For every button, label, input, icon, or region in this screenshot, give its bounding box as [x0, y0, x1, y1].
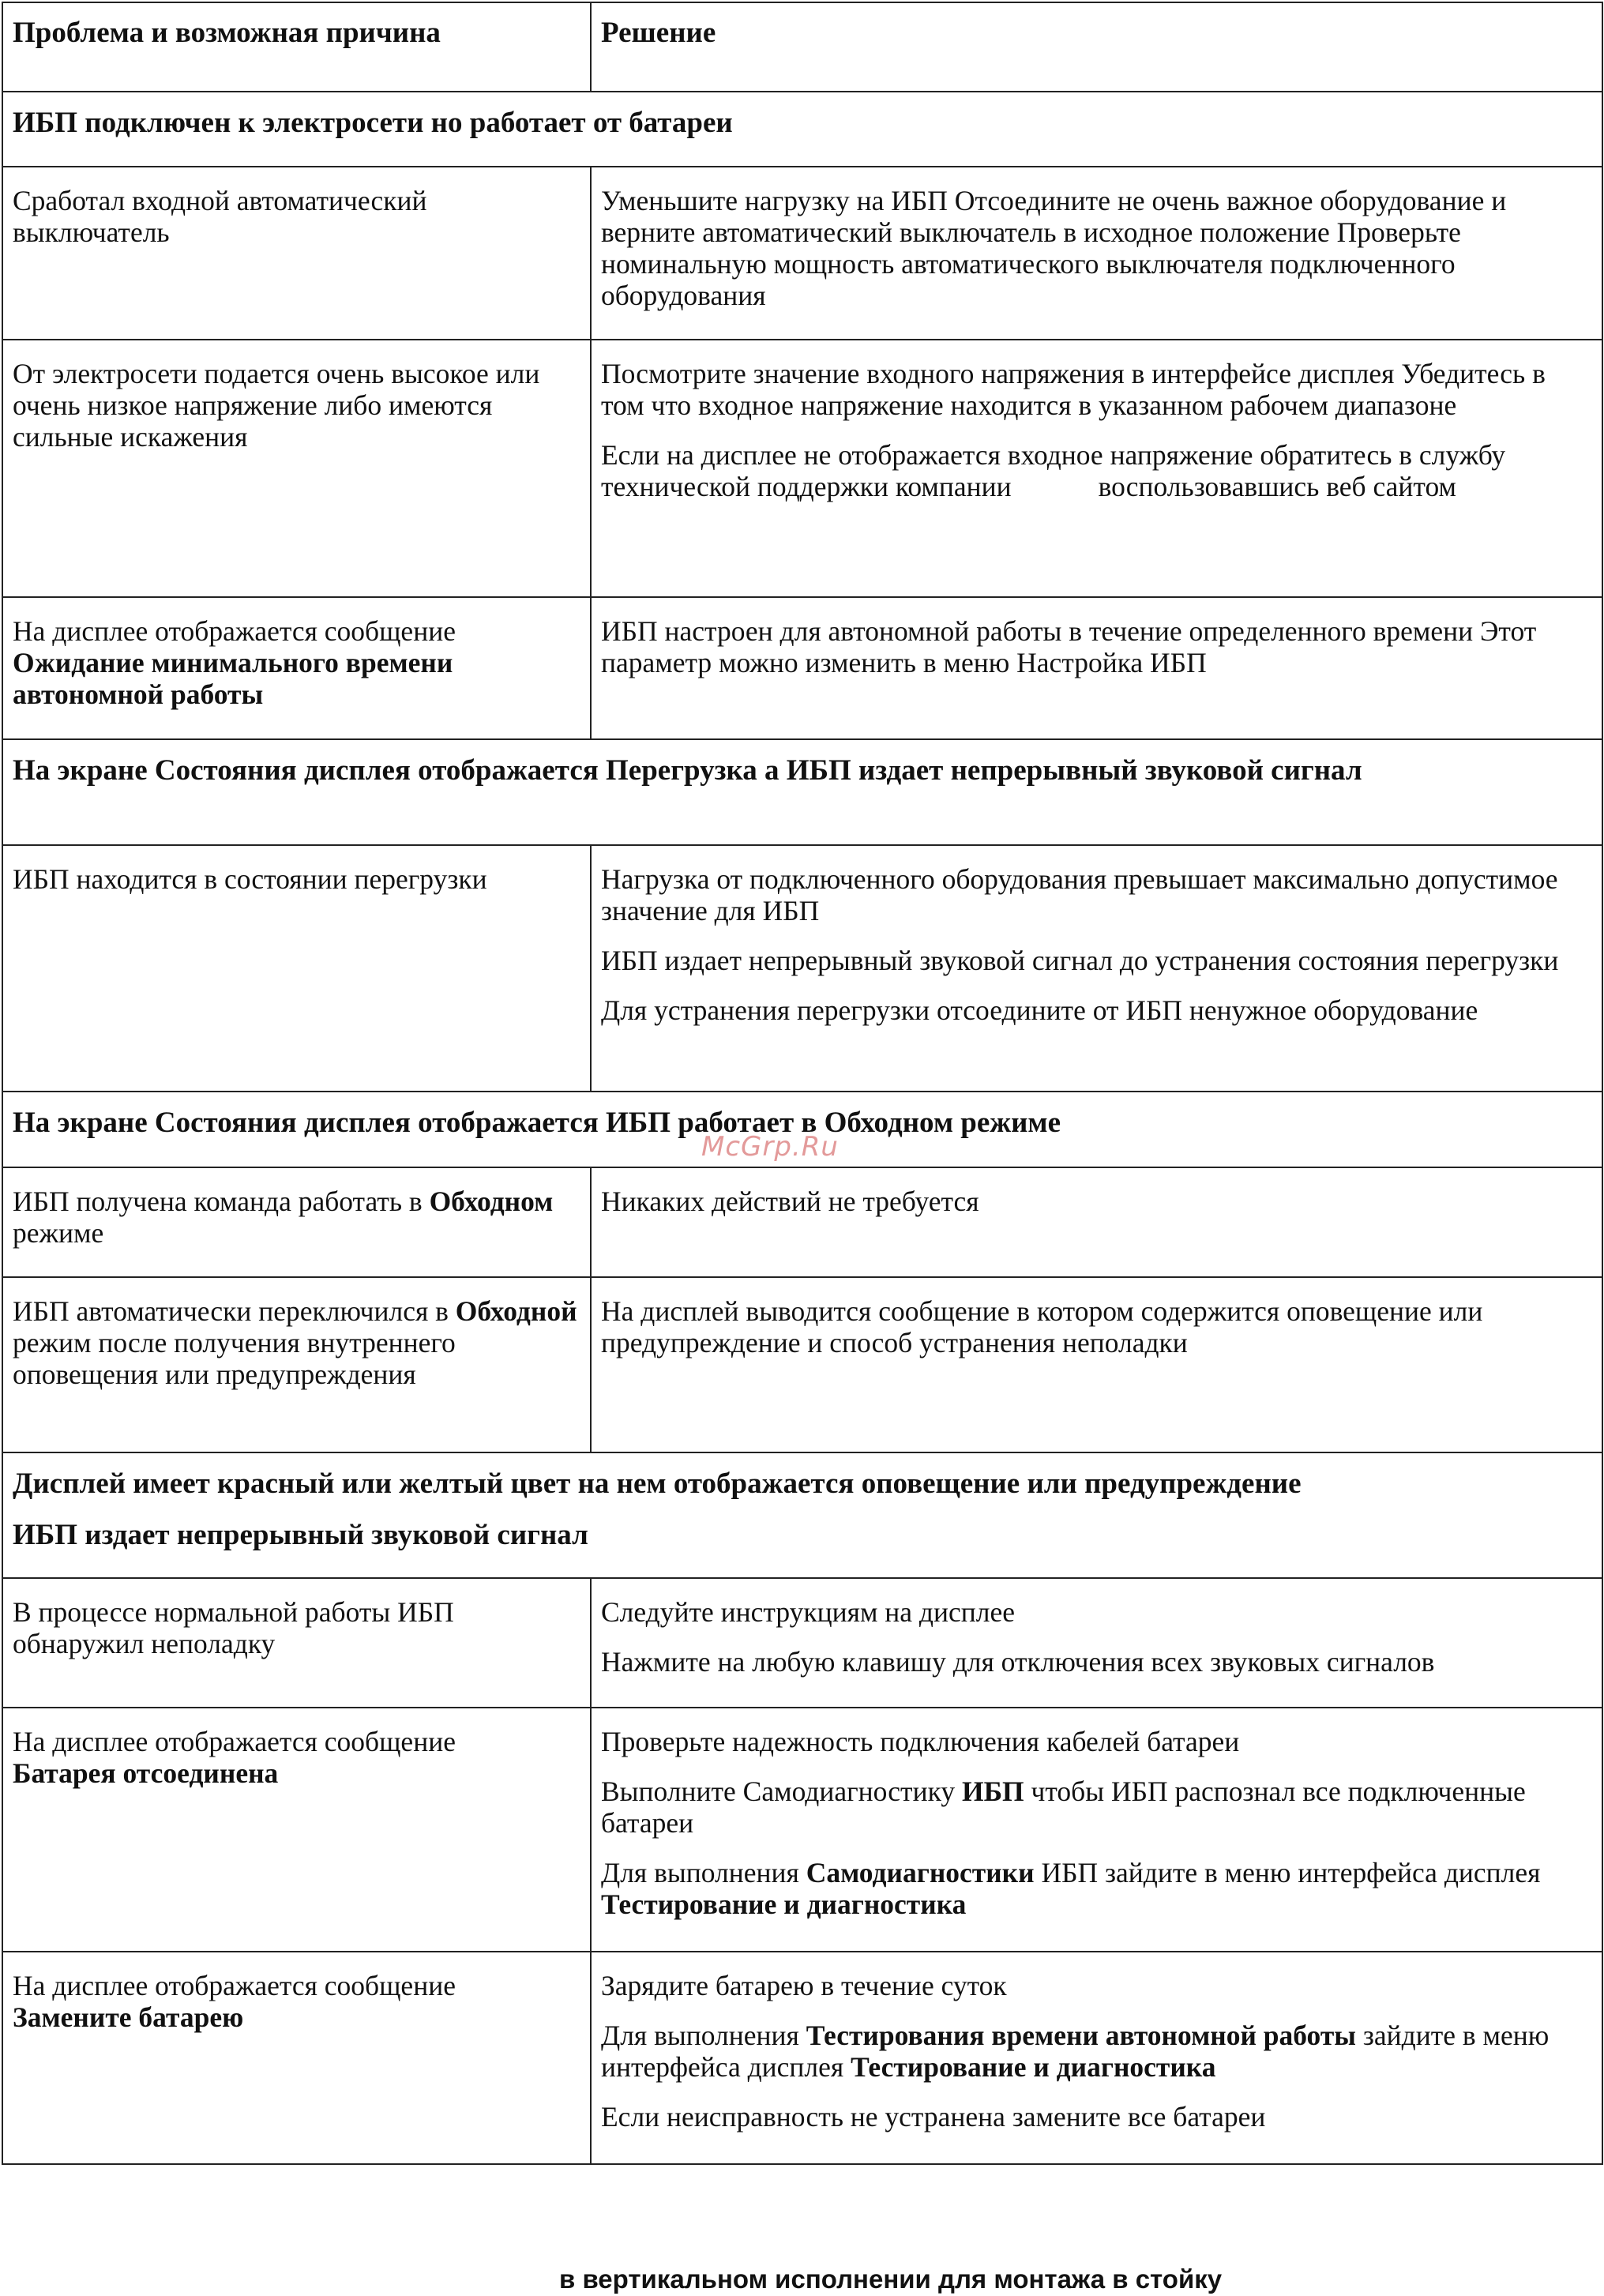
table-row — [2, 1277, 1602, 1452]
solution-cell — [591, 597, 1602, 739]
bold-text: Обходной — [455, 1295, 577, 1327]
bold-text: Самодиагностики — [806, 1857, 1035, 1888]
solution-paragraph — [601, 994, 1592, 1026]
solution-paragraph — [601, 439, 1592, 502]
text-run: режиме — [13, 1217, 104, 1249]
problem-paragraph — [13, 185, 580, 248]
section-title-line — [13, 107, 1592, 140]
bold-text: Обходном — [429, 1186, 554, 1217]
table-header-row — [2, 2, 1602, 92]
problem-paragraph — [13, 1970, 580, 2033]
text-run: На дисплее отображается сообщение — [13, 1726, 456, 1757]
solution-paragraph — [601, 1857, 1592, 1920]
text-run: Посмотрите значение входного напряжения в интерфейсе дисплея Убедитесь в том что входное напряжение находится в указанном рабочем диапазоне — [601, 358, 1546, 421]
solution-cell — [591, 167, 1602, 340]
solution-paragraph — [601, 2101, 1592, 2133]
text-run: ИБП зайдите в меню интерфейса дисплея — [1034, 1857, 1541, 1888]
section-title-line — [13, 1519, 1592, 1552]
section-header-row — [2, 1452, 1602, 1578]
solution-paragraph — [601, 358, 1592, 421]
section-title — [2, 739, 1602, 845]
table-body — [2, 2, 1602, 2164]
solution-paragraph — [601, 615, 1592, 678]
text-run: На экране Состояния дисплея отображается Перегрузка а ИБП издает непрерывный звуковой сигнал — [13, 754, 1362, 787]
problem-paragraph — [13, 1186, 580, 1249]
solution-paragraph — [601, 1295, 1592, 1358]
text-run: ИБП автоматически переключился в — [13, 1295, 456, 1327]
problem-cell — [2, 1167, 591, 1277]
table-row — [2, 1167, 1602, 1277]
text-run: Если на дисплее не отображается входное напряжение обратитесь в службу технической поддержки компании — [601, 439, 1506, 502]
text-run: На дисплее отображается сообщение — [13, 615, 456, 647]
text-run: На дисплее отображается сообщение — [13, 1970, 456, 2001]
text-run: ИБП настроен для автономной работы в течение определенного времени Этот параметр можно изменить в меню Настройка ИБП — [601, 615, 1537, 678]
table-row — [2, 1952, 1602, 2164]
bold-text: ИБП — [961, 1776, 1024, 1807]
text-run: На дисплей выводится сообщение в котором содержится оповещение или предупреждение и способ устранения неполадки — [601, 1295, 1483, 1358]
bold-text: Батарея отсоединена — [13, 1757, 279, 1789]
problem-paragraph — [13, 615, 580, 710]
text-run: ИБП получена команда работать в — [13, 1186, 430, 1217]
solution-cell — [591, 1167, 1602, 1277]
text-run: режим после получения внутреннего оповещения или предупреждения — [13, 1327, 456, 1390]
problem-paragraph — [13, 1295, 580, 1390]
solution-cell — [591, 1952, 1602, 2164]
text-run: Для выполнения — [601, 1857, 806, 1888]
text-run: Нагрузка от подключенного оборудования превышает максимально допустимое значение для ИБП — [601, 863, 1558, 926]
watermark: McGrp.Ru — [701, 1131, 839, 1163]
table-row — [2, 167, 1602, 340]
solution-paragraph — [601, 863, 1592, 926]
text-run: воспользовавшись веб сайтом — [1098, 471, 1457, 502]
problem-paragraph — [13, 1596, 580, 1659]
bold-text: Тестирования времени автономной работы — [806, 2020, 1356, 2051]
section-header-row — [2, 92, 1602, 167]
solution-paragraph — [601, 1970, 1592, 2001]
text-run: ИБП находится в состоянии перегрузки — [13, 863, 487, 895]
text-run: Сработал входной автоматический выключатель — [13, 185, 427, 248]
bold-text: Тестирование и диагностика — [601, 1888, 967, 1920]
bold-text: Замените батарею — [13, 2001, 244, 2033]
solution-paragraph — [601, 1776, 1592, 1839]
solution-cell — [591, 1708, 1602, 1952]
text-run: От электросети подается очень высокое или очень низкое напряжение либо имеются сильные искажения — [13, 358, 540, 453]
table-row — [2, 845, 1602, 1092]
solution-paragraph — [601, 1726, 1592, 1757]
bold-text: Ожидание минимального времени автономной работы — [13, 647, 453, 710]
text-run: ИБП издает непрерывный звуковой сигнал — [13, 1519, 588, 1551]
solution-paragraph — [601, 2020, 1592, 2083]
table-row — [2, 597, 1602, 739]
text-run: Выполните Самодиагностику — [601, 1776, 962, 1807]
solution-cell — [591, 845, 1602, 1092]
section-header-row — [2, 739, 1602, 845]
solution-cell — [591, 1578, 1602, 1708]
problem-cell — [2, 597, 591, 739]
text-run: В процессе нормальной работы ИБП обнаружил неполадку — [13, 1596, 454, 1659]
section-title — [2, 1452, 1602, 1578]
problem-cell — [2, 1708, 591, 1952]
table-row — [2, 1708, 1602, 1952]
problem-cell — [2, 845, 591, 1092]
problem-paragraph — [13, 863, 580, 895]
problem-paragraph — [13, 358, 580, 453]
troubleshooting-table — [2, 2, 1603, 2165]
section-title-line — [13, 754, 1592, 787]
text-run: Нажмите на любую клавишу для отключения всех звуковых сигналов — [601, 1646, 1435, 1678]
solution-cell — [591, 1277, 1602, 1452]
header-problem-cell: Проблема и возможная причина — [2, 2, 591, 92]
problem-cell — [2, 1578, 591, 1708]
solution-paragraph — [601, 1596, 1592, 1628]
text-run: Никаких действий не требуется — [601, 1186, 979, 1217]
text-run: зайдите в меню интерфейса дисплея — [601, 2020, 1550, 2083]
text-run: На экране Состояния дисплея отображается ИБП работает в Обходном режиме — [13, 1107, 1061, 1139]
text-run: ИБП издает непрерывный звуковой сигнал до устранения состояния перегрузки — [601, 945, 1559, 976]
text-run: чтобы ИБП распознал все подключенные батареи — [601, 1776, 1526, 1839]
bold-text: Тестирование и диагностика — [851, 2051, 1216, 2083]
section-title — [2, 92, 1602, 167]
text-run: Уменьшите нагрузку на ИБП Отсоедините не очень важное оборудование и верните автоматический выключатель в исходное положение Проверьте номинальную мощность автоматического выключателя подключенного оборудования — [601, 185, 1507, 311]
solution-cell — [591, 340, 1602, 597]
text-run: Зарядите батарею в течение суток — [601, 1970, 1007, 2001]
problem-cell — [2, 167, 591, 340]
text-run: Для выполнения — [601, 2020, 806, 2051]
section-title-line — [13, 1467, 1592, 1501]
solution-paragraph — [601, 945, 1592, 976]
text-run: Для устранения перегрузки отсоедините от ИБП ненужное оборудование — [601, 994, 1478, 1026]
text-run: Если неисправность не устранена замените все батареи — [601, 2101, 1266, 2133]
table-row — [2, 340, 1602, 597]
problem-cell — [2, 1952, 591, 2164]
problem-cell — [2, 340, 591, 597]
table-row — [2, 1578, 1602, 1708]
header-solution-cell: Решение — [591, 2, 1602, 92]
text-run: Дисплей имеет красный или желтый цвет на нем отображается оповещение или предупреждение — [13, 1467, 1302, 1500]
solution-paragraph — [601, 1646, 1592, 1678]
solution-paragraph — [601, 185, 1592, 311]
text-run: Следуйте инструкциям на дисплее — [601, 1596, 1015, 1628]
problem-paragraph — [13, 1726, 580, 1789]
page-footer: в вертикальном исполнении для монтажа в стойку — [559, 2264, 1223, 2294]
text-run: Проверьте надежность подключения кабелей батареи — [601, 1726, 1240, 1757]
problem-cell — [2, 1277, 591, 1452]
text-run: ИБП подключен к электросети но работает от батареи — [13, 107, 733, 139]
solution-paragraph — [601, 1186, 1592, 1217]
